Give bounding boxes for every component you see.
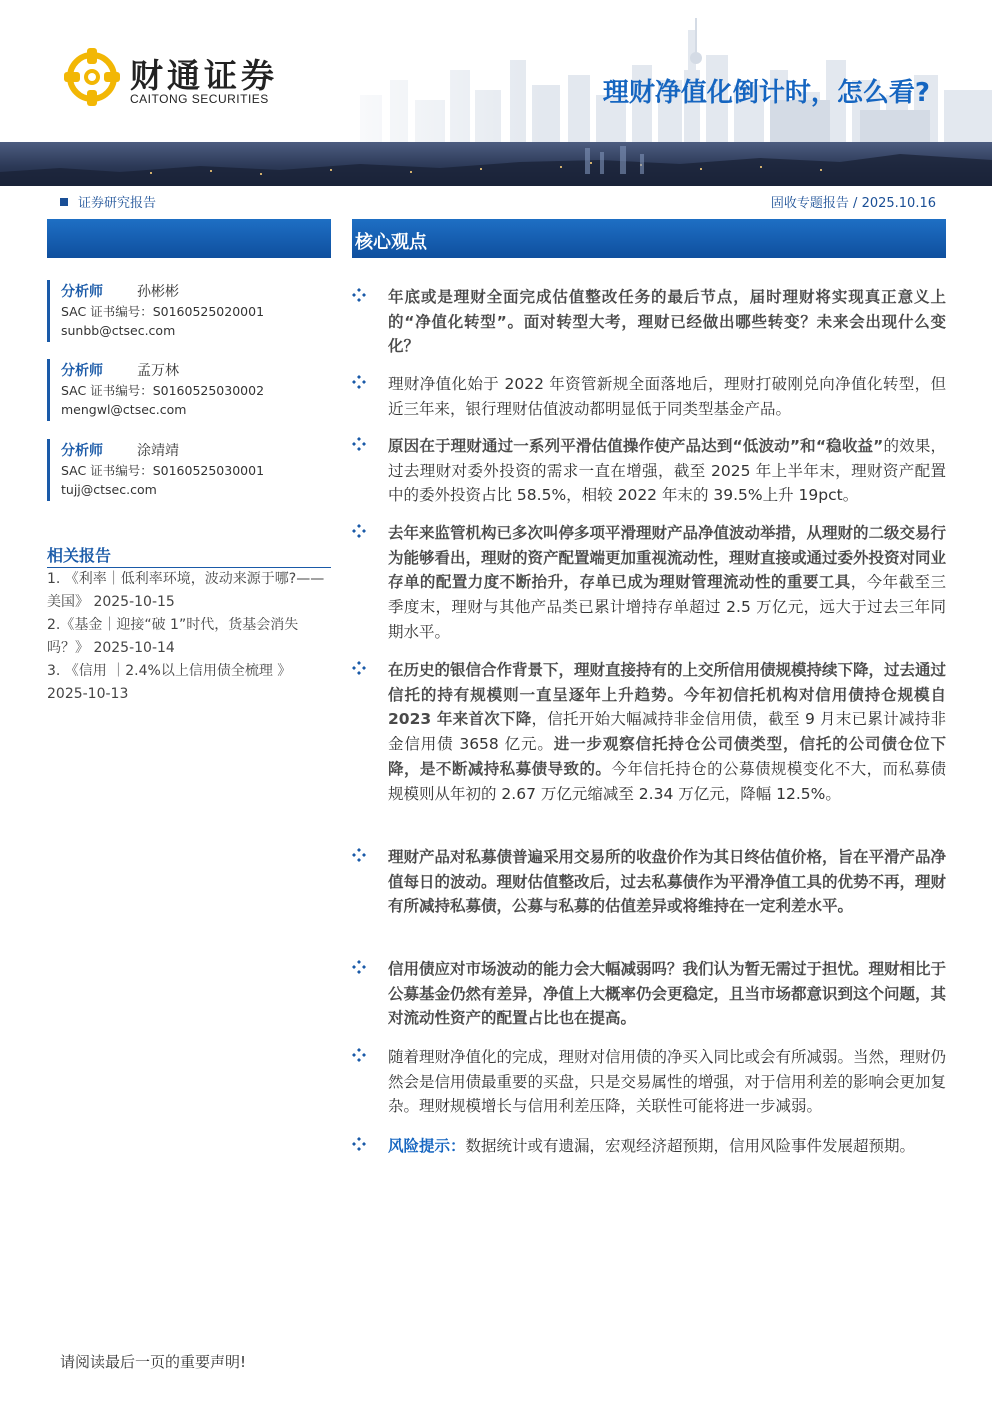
disclaimer-note: 请阅读最后一页的重要声明! bbox=[60, 1353, 247, 1371]
core-view-item bbox=[352, 372, 946, 421]
core-view-emphasis: 进一步观察信托持仓公司债类型，信托的公司债仓位下降，是不断减持私募债导致的。 bbox=[388, 735, 946, 778]
report-title: 理财净值化倒计时，怎么看? bbox=[602, 78, 930, 108]
related-report-link[interactable]: 2.《基金｜迎接“破 1”时代，货基会消失吗？》 2025-10-14 bbox=[47, 617, 299, 656]
diamond-bullet-icon bbox=[352, 960, 366, 974]
core-view-detail: ，信托开始大幅减持非金信用债，截至 9 月末已累计减持非金信用债 3658 亿元。 bbox=[388, 710, 946, 754]
analyst-sac-number: SAC 证书编号：S0160525030002 bbox=[61, 383, 265, 398]
diamond-bullet-icon bbox=[352, 1137, 366, 1151]
analyst-email[interactable]: sunbb@ctsec.com bbox=[61, 323, 176, 338]
analyst-email[interactable]: tujj@ctsec.com bbox=[61, 482, 157, 497]
related-reports-list bbox=[47, 568, 331, 706]
diamond-bullet-icon bbox=[352, 524, 366, 538]
risk-warning-item bbox=[352, 1134, 946, 1159]
analyst-email[interactable]: mengwl@ctsec.com bbox=[61, 402, 187, 417]
risk-warning-detail: 数据统计或有遗漏，宏观经济超预期，信用风险事件发展超预期。 bbox=[465, 1137, 916, 1155]
core-view-detail: 的效果，过去理财对委外投资的需求一直在增强，截至 2025 年上半年末，理财资产配置中的委外投资占比 58.5%，相较 2022 年末的 39.5%上升 19pct。 bbox=[388, 437, 946, 505]
core-view-item bbox=[352, 285, 946, 359]
analyst-role: 分析师 bbox=[61, 363, 103, 379]
analyst-sac-number: SAC 证书编号：S0160525020001 bbox=[61, 304, 265, 319]
analyst-role: 分析师 bbox=[61, 443, 103, 459]
core-view-text bbox=[388, 658, 946, 806]
diamond-bullet-icon bbox=[352, 437, 366, 451]
related-report-link[interactable]: 1. 《利率｜低利率环境，波动来源于哪?——美国》 2025-10-15 bbox=[47, 571, 325, 610]
core-view-item bbox=[352, 957, 946, 1031]
analyst-card bbox=[47, 359, 331, 421]
core-view-text: 信用债应对市场波动的能力会大幅减弱吗？我们认为暂无需过于担忧。理财相比于公募基金仍然有差异，净值上大概率仍会更稳定，且当市场都意识到这个问题，其对流动性资产的配置占比也在提高。 bbox=[388, 960, 947, 1028]
analyst-sac-number: SAC 证书编号：S0160525030001 bbox=[61, 463, 265, 478]
core-view-item bbox=[352, 1045, 946, 1119]
core-view-text: 随着理财净值化的完成，理财对信用债的净买入同比或会有所减弱。当然，理财仍然会是信用债最重要的买盘，只是交易属性的增强，对于信用利差的影响会更加复杂。理财规模增长与信用利差压降，关联性可能将进一步减弱。 bbox=[388, 1048, 947, 1116]
left-column-banner bbox=[47, 219, 331, 258]
logo-english-name: CAITONG SECURITIES bbox=[130, 92, 269, 106]
core-view-text bbox=[388, 434, 946, 508]
night-city-band bbox=[0, 142, 992, 186]
report-category bbox=[60, 192, 156, 211]
core-view-text: 年底或是理财全面完成估值整改任务的最后节点，届时理财将实现真正意义上的“净值化转型”。面对转型大考，理财已经做出哪些转变？未来会出现什么变化？ bbox=[388, 288, 946, 356]
square-bullet-icon bbox=[60, 198, 68, 206]
related-report-link[interactable]: 3. 《信用 ｜2.4%以上信用债全梳理 》2025-10-13 bbox=[47, 663, 292, 702]
core-view-item bbox=[352, 434, 946, 508]
analyst-name: 涂靖靖 bbox=[137, 443, 179, 459]
core-view-text: 理财净值化始于 2022 年资管新规全面落地后，理财打破刚兑向净值化转型，但近三年来，银行理财估值波动都明显低于同类型基金产品。 bbox=[388, 375, 946, 418]
report-type-date: 固收专题报告 / 2025.10.16 bbox=[770, 196, 936, 211]
core-view-detail: 今年信托持仓的公募债规模变化不大，而私募债规模则从年初的 2.67 万亿元缩减至 2.34 万亿元，降幅 12.5%。 bbox=[388, 759, 946, 803]
core-view-emphasis: 在历史的银信合作背景下，理财直接持有的上交所信用债规模持续下降，过去通过信托的持有规模则一直呈逐年上升趋势。今年初信托机构对信用债持仓规模自 2023 年来首次下降 bbox=[388, 661, 947, 729]
diamond-bullet-icon bbox=[352, 288, 366, 302]
diamond-bullet-icon bbox=[352, 375, 366, 389]
core-view-item bbox=[352, 658, 946, 806]
core-view-text bbox=[388, 521, 946, 645]
report-header bbox=[0, 0, 992, 186]
core-view-detail: ，今年截至三季度末，理财与其他产品类已累计增持存单超过 2.5 万亿元，远大于过去三年同期水平。 bbox=[388, 573, 946, 641]
related-reports-title: 相关报告 bbox=[47, 546, 112, 565]
risk-warning-label: 风险提示： bbox=[388, 1137, 466, 1155]
logo-chinese-name: 财通证券 bbox=[130, 56, 278, 95]
diamond-bullet-icon bbox=[352, 848, 366, 862]
diamond-bullet-icon bbox=[352, 1048, 366, 1062]
core-view-text: 理财产品对私募债普遍采用交易所的收盘价作为其日终估值价格，旨在平滑产品净值每日的波动。理财估值整改后，过去私募债作为平滑净值工具的优势不再，理财有所减持私募债，公募与私募的估值差异或将维持在一定利差水平。 bbox=[388, 848, 947, 916]
analyst-name: 孙彬彬 bbox=[137, 284, 179, 300]
analyst-role: 分析师 bbox=[61, 284, 103, 300]
core-view-emphasis: 原因在于理财通过一系列平滑估值操作使产品达到“低波动”和“稳收益” bbox=[388, 437, 884, 455]
company-logo bbox=[62, 46, 302, 112]
analyst-card bbox=[47, 439, 331, 501]
core-view-item bbox=[352, 521, 946, 645]
risk-warning-text bbox=[388, 1134, 946, 1159]
core-views-title: 核心观点 bbox=[355, 232, 427, 253]
diamond-bullet-icon bbox=[352, 661, 366, 675]
analyst-name: 孟万林 bbox=[137, 363, 179, 379]
logo-emblem-icon bbox=[62, 46, 122, 108]
core-views-banner bbox=[352, 219, 946, 258]
core-view-item bbox=[352, 845, 946, 919]
report-category-label: 证券研究报告 bbox=[78, 196, 157, 211]
core-view-emphasis: 去年来监管机构已多次叫停多项平滑理财产品净值波动举措，从理财的二级交易行为能够看出，理财的资产配置端更加重视流动性，理财直接或通过委外投资对同业存单的配置力度不断抬升，存单已成为理财管理流动性的重要工具 bbox=[388, 524, 947, 592]
analyst-card bbox=[47, 280, 331, 342]
